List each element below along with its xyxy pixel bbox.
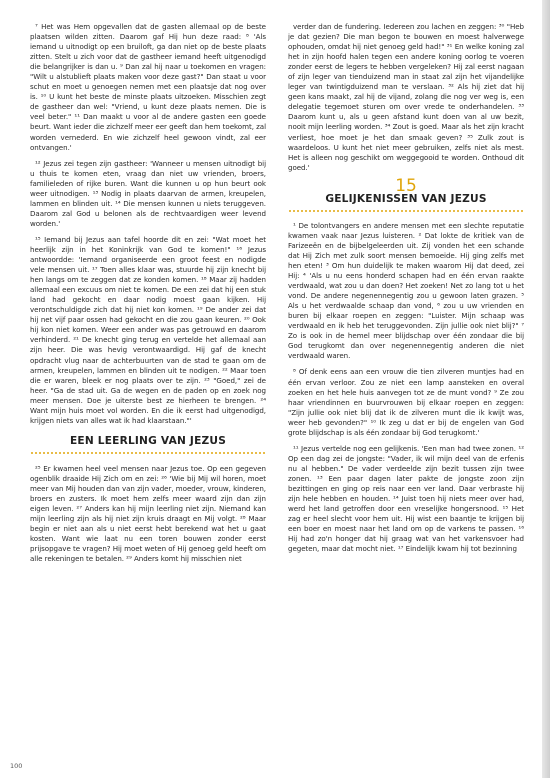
right-column — [288, 22, 524, 560]
paragraph: ²⁵ Er kwamen heel veel mensen naar Jezus toe. Op een gegeven ogenblik draaide Hij Zich om en zei: ²⁶ 'Wie bij Mij wil horen, moet meer van Mij houden dan van zijn vader, moeder, vrouw, kinderen, broers en zusters. Ik moet hem zelfs meer waard zijn dan zijn eigen leven. ²⁷ Anders kan hij mijn leerling niet zijn. Niemand kan mijn leerling zijn als hij niet zijn kruis draagt en Mij volgt. ²⁸ Maar begin er niet aan als u niet eerst hebt berekend wat het u gaat kosten. Want wie laat nu een toren bouwen zonder eerst prijsopgave te vragen? Hij moet weten of Hij genoeg geld heeft om alle rekeningen te betalen. ²⁹ Anders komt hij misschien niet — [30, 463, 266, 564]
page-number: 100 — [10, 762, 23, 770]
section-heading: GELIJKENISSEN VAN JEZUS — [325, 192, 487, 205]
paragraph: verder dan de fundering. Iedereen zou lachen en zeggen: ³⁰ "Heb je dat gezien? Die man begon te bouwen en moest halverwege ophouden, omdat hij niet genoeg geld had!" ³¹ En welke koning zal het in zijn hoofd halen tegen een andere koning oorlog te voeren zonder eerst de legers te hebben vergeleken? Hij zal eerst nagaan of zijn leger van tienduizend man in staat zal zijn het vijandelijke leger van twintigduizend man te verslaan. ³² Als hij ziet dat hij geen kans maakt, zal hij de vijand, zolang die nog ver weg is, een delegatie tegemoet sturen om over vrede te onderhandelen. ³³ Daarom kunt u, als u geen afstand kunt doen van al uw bezit, nooit mijn leerling worden. ³⁴ Zout is goed. Maar als het zijn kracht verliest, hoe moet je het dan smaak geven? ³⁵ Zulk zout is waardeloos. U kunt het niet meer gebruiken, zelfs niet als mest. Het is alleen nog geschikt om weggegooid te worden. Onthoud dit goed.' — [288, 22, 524, 172]
paragraph: ¹¹ Jezus vertelde nog een gelijkenis. 'Een man had twee zonen. ¹² Op een dag zei de jongste: "Vader, ik wil mijn deel van de erfenis nu al hebben." De vader verdeelde zijn bezit tussen zijn twee zonen. ¹³ Een paar dagen later pakte de jongste zoon zijn bezittingen en ging op reis naar een ver land. Daar verbraste hij zijn hele hebben en houden. ¹⁴ Juist toen hij niets meer over had, werd het land getroffen door een vreselijke hongersnood. ¹⁵ Het zag er heel slecht voor hem uit. Hij wist een baantje te krijgen bij een boer en moest naar het land om op de varkens te passen. ¹⁶ Hij had zo'n honger dat hij graag wat van het varkensvoer had gegeten, maar dat mocht niet. ¹⁷ Eindelijk kwam hij tot bezinning — [288, 443, 524, 554]
chapter-number: 15 — [395, 175, 417, 196]
left-column — [30, 22, 266, 570]
heading-divider — [288, 210, 524, 212]
section-heading: EEN LEERLING VAN JEZUS — [69, 434, 227, 447]
paragraph: ¹² Jezus zei tegen zijn gastheer: 'Wanneer u mensen uitnodigt bij u thuis te komen eten, vraag dan niet uw vrienden, broers, familieleden of rijke buren. Want die kunnen u op hun beurt ook weer uitnodigen. ¹³ Nodig in plaats daarvan de armen, kreupelen, lammen en blinden uit. ¹⁴ Die mensen kunnen u niets teruggeven. Daarom zal God u belonen als de rechtvaardigen weer levend worden.' — [30, 158, 266, 228]
paragraph: ¹⁵ Iemand bij Jezus aan tafel hoorde dit en zei: "Wat moet het heerlijk zijn in het Koninkrijk van God te komen!" ¹⁶ Jezus antwoordde: 'Iemand organiseerde een groot feest en nodigde vele mensen uit. ¹⁷ Toen alles klaar was, stuurde hij zijn knecht bij hen langs om te zeggen dat ze konden komen. ¹⁸ Maar zij hadden allemaal een excuus om niet te komen. De een zei dat hij een stuk land had gekocht en daar nodig moest gaan kijken. Hij verontschuldigde zich dat hij niet kon komen. ¹⁹ De ander zei dat hij net vijf paar ossen had gekocht en die zou gaan keuren. ²⁰ Ook hij kon niet komen. Weer een ander was pas getrouwd en daarom verhinderd. ²¹ De knecht ging terug en vertelde het allemaal aan zijn heer. Die was hevig verontwaardigd. Hij gaf de knecht opdracht vlug naar de achterbuurten van de stad te gaan om de armen, kreupelen, lammen en blinden uit te nodigen. ²² Maar toen die er waren, bleek er nog plaats over te zijn. ²³ "Goed," zei de heer. "Ga de stad uit. Ga de wegen en de paden op en zoek nog meer mensen. Doe je uiterste best ze hierheen te brengen. ²⁴ Want mijn huis moet vol worden. En die ik eerst had uitgenodigd, krijgen niets van alles wat ik had klaarstaan."' — [30, 234, 266, 425]
paragraph: ¹ De tolontvangers en andere mensen met een slechte reputatie kwamen vaak naar Jezus luisteren. ² Dat lokte de kritiek van de Farizeeën en de bijbelgeleerden uit. Zij vonden het een schande dat Hij Zich met zulk soort mensen bemoeide. Hij ging zelfs met hen eten! ³ Om hun duidelijk te maken waarom Hij dat deed, zei Hij: ⁴ 'Als u nu eens honderd schapen had en één ervan raakte verdwaald, wat zou u dan doen? Het zoeken! Net zo lang tot u het vond. De andere negenennegentig zou u gewoon laten grazen. ⁵ Als u het verdwaalde schaap dan vond, ⁶ zou u uw vrienden en buren bij elkaar roepen en zeggen: "Luister. Mijn schaap was verdwaald en ik heb het teruggevonden. Zijn jullie ook niet blij?" ⁷ Zo is ook in de hemel meer blijdschap over één zondaar die bij God terugkomt dan over negenennegentig anderen die niet verdwaald waren. — [288, 220, 524, 361]
paragraph: ⁸ Of denk eens aan een vrouw die tien zilveren muntjes had en één ervan verloor. Zou ze niet een lamp aansteken en overal zoeken en het hele huis aanvegen tot ze de munt vond? ⁹ Ze zou haar vriendinnen en buurvrouwen bij elkaar roepen en zeggen: "Zijn jullie ook niet blij dat ik de zilveren munt die ik kwijt was, weer heb gevonden?" ¹⁰ Ik zeg u dat er bij de engelen van God grote blijdschap is als één zondaar bij God terugkomt.' — [288, 367, 524, 437]
heading-divider — [30, 452, 266, 454]
paragraph: ⁷ Het was Hem opgevallen dat de gasten allemaal op de beste plaatsen wilden zitten. Daarom gaf Hij hun deze raad: ⁸ 'Als iemand u uitnodigt op een bruiloft, ga dan niet op de beste plaats zitten. Stelt u zich voor dat de gastheer iemand heeft uitgenodigd die belangrijker is dan u. ⁹ Dan zal hij naar u toekomen en vragen: "Wilt u alstublieft plaats maken voor deze gast?" Dan staat u voor schut en moet u genoegen nemen met een plaatsje dat nog over is. ¹⁰ U kunt het beste de minste plaats uitzoeken. Misschien zegt de gastheer dan wel: "Vriend, u kunt deze plaats nemen. Die is veel beter." ¹¹ Dan maakt u voor al de andere gasten een goede beurt. Want ieder die zichzelf meer eer geeft dan hem toekomt, zal worden vernederd. En wie zichzelf heel gewoon vindt, zal eer ontvangen.' — [30, 22, 266, 152]
page-edge — [542, 0, 550, 778]
